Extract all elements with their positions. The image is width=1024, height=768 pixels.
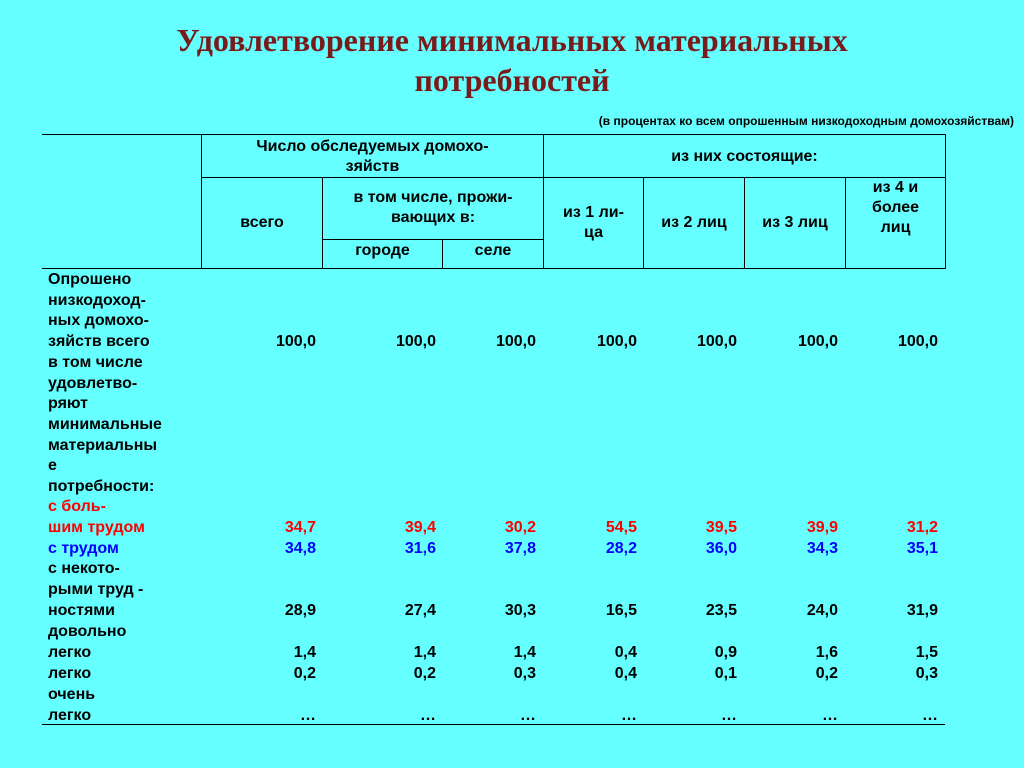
table-cell: 0,4	[614, 644, 637, 661]
table-cell: …	[822, 707, 838, 724]
header-four-plus: из 4 и более лиц	[871, 179, 919, 236]
table-cell: 31,9	[906, 602, 938, 619]
table-cell: 0,9	[714, 644, 737, 661]
table-cell: 28,2	[605, 540, 637, 557]
table-cell: 1,6	[815, 644, 838, 661]
row-label-great-difficulty-1: с боль-	[48, 498, 106, 515]
table-cell: 100,0	[495, 333, 536, 350]
row-label-surveyed: Опрошено низкодоход- ных домохо- зяйств всего в том числе удовлетво- ряют минимальные материальны е потребности:	[48, 271, 162, 496]
row-label-some-difficulty-2: рыми труд -	[48, 581, 144, 598]
table-cell: 100,0	[897, 333, 938, 350]
table-cell: …	[922, 707, 938, 724]
table-cell: 27,4	[404, 602, 436, 619]
header-total: всего	[240, 214, 284, 231]
header-one-person: из 1 ли- ца	[563, 204, 624, 241]
header-divider-1	[201, 177, 945, 178]
table-cell: 0,2	[413, 665, 436, 682]
table-cell: 1,4	[513, 644, 536, 661]
table-cell: …	[300, 707, 316, 724]
table-top-border	[42, 134, 945, 135]
header-living-in: в том числе, прожи- вающих в:	[353, 189, 513, 226]
row-label-easy: легко	[48, 665, 92, 682]
table-cell: …	[420, 707, 436, 724]
row-label-great-difficulty-2: шим трудом	[48, 519, 145, 536]
row-label-fairly-easy-2: легко	[48, 644, 92, 661]
table-cell: …	[621, 707, 637, 724]
row-label-some-difficulty-1: с некото-	[48, 560, 120, 577]
table-cell: 28,9	[284, 602, 316, 619]
table-cell: 39,4	[404, 519, 436, 536]
table-cell: 0,4	[614, 665, 637, 682]
row-label-some-difficulty-3: ностями	[48, 602, 115, 619]
table-cell: 54,5	[605, 519, 637, 536]
table-cell: 35,1	[906, 540, 938, 557]
page-title: Удовлетворение минимальных материальных потребностей	[176, 22, 848, 98]
table-cell: 0,3	[513, 665, 536, 682]
units-note: (в процентах ко всем опрошенным низкодоходным домохозяйствам)	[598, 114, 1014, 128]
table-cell: 23,5	[705, 602, 737, 619]
table-cell: 34,8	[284, 540, 316, 557]
table-cell: 100,0	[275, 333, 316, 350]
row-label-difficulty: с трудом	[48, 540, 119, 557]
table-cell: 1,4	[293, 644, 316, 661]
table-cell: …	[520, 707, 536, 724]
table-cell: 0,3	[915, 665, 938, 682]
header-households: Число обследуемых домохо- зяйств	[256, 138, 489, 175]
table-cell: …	[721, 707, 737, 724]
table-cell: 0,2	[815, 665, 838, 682]
row-label-very-easy-2: легко	[48, 707, 92, 724]
header-city: городе	[355, 242, 410, 259]
table-cell: 100,0	[696, 333, 737, 350]
table-cell: 34,3	[806, 540, 838, 557]
table-cell: 37,8	[504, 540, 536, 557]
table-cell: 39,5	[705, 519, 737, 536]
table-cell: 100,0	[596, 333, 637, 350]
header-village: селе	[474, 242, 512, 259]
header-three-persons: из 3 лиц	[762, 214, 828, 231]
table-cell: 30,2	[504, 519, 536, 536]
table-cell: 31,2	[906, 519, 938, 536]
table-cell: 30,3	[504, 602, 536, 619]
table-cell: 0,2	[293, 665, 316, 682]
table-cell: 24,0	[806, 602, 838, 619]
header-divider-2	[322, 239, 543, 240]
table-cell: 0,1	[714, 665, 737, 682]
row-label-very-easy-1: очень	[48, 686, 96, 703]
header-of-them: из них состоящие:	[671, 148, 818, 165]
table-cell: 100,0	[797, 333, 838, 350]
table-cell: 1,4	[413, 644, 436, 661]
table-cell: 31,6	[404, 540, 436, 557]
table-cell: 36,0	[705, 540, 737, 557]
table-cell: 34,7	[284, 519, 316, 536]
table-cell: 100,0	[395, 333, 436, 350]
table-cell: 1,5	[915, 644, 938, 661]
header-bottom-border	[42, 268, 945, 269]
table-cell: 16,5	[605, 602, 637, 619]
vline-8	[945, 134, 946, 269]
table-cell: 39,9	[806, 519, 838, 536]
row-label-fairly-easy-1: довольно	[48, 623, 127, 640]
header-two-persons: из 2 лиц	[661, 214, 727, 231]
